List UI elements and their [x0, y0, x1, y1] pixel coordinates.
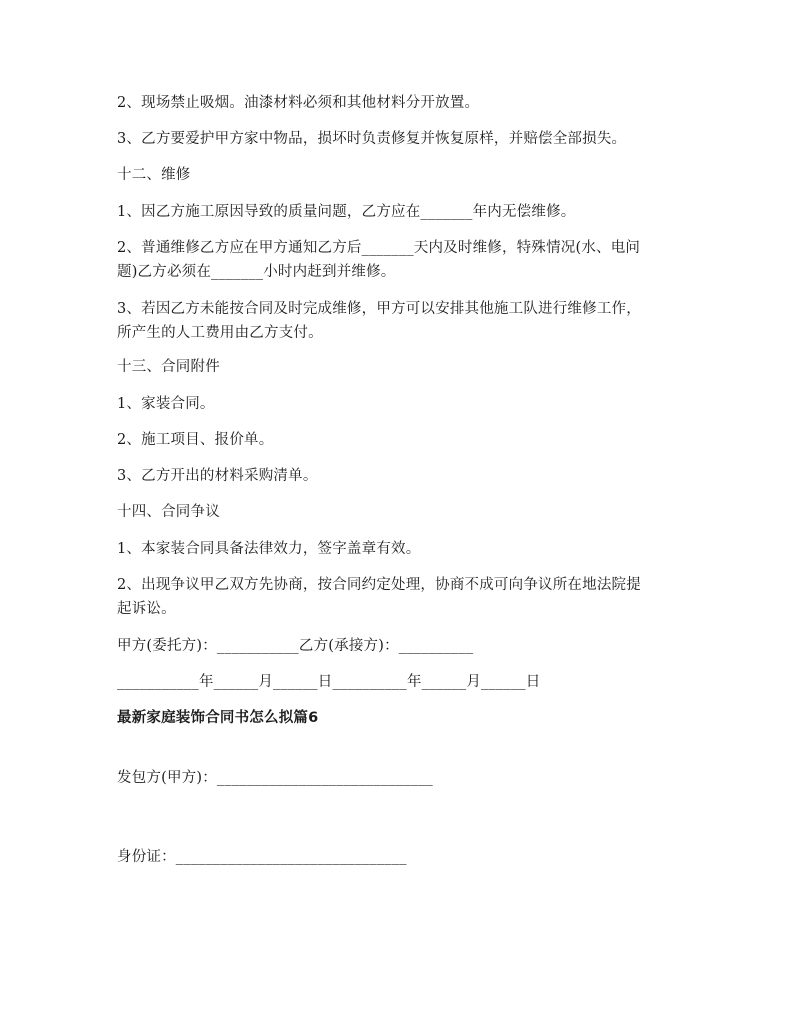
section-heading: 十三、合同附件	[117, 359, 220, 375]
signature-parties-line: 甲方(委托方)：___________乙方(承接方)：__________	[117, 638, 474, 654]
clause-text: 3、乙方要爱护甲方家中物品，损坏时负责修复并恢复原样，并赔偿全部损失。	[117, 131, 627, 147]
clause-text: 1、家装合同。	[117, 396, 215, 412]
clause-text: 2、现场禁止吸烟。油漆材料必须和其他材料分开放置。	[117, 95, 480, 111]
clause-text: 1、本家装合同具备法律效力，签字盖章有效。	[117, 541, 421, 557]
clause-text: 3、乙方开出的材料采购清单。	[117, 468, 318, 484]
section-heading: 十二、维修	[117, 167, 191, 183]
clause-text: 2、出现争议甲乙双方先协商，按合同约定处理，协商不成可向争议所在地法院提	[117, 577, 641, 593]
clause-text: 3、若因乙方未能按合同及时完成维修，甲方可以安排其他施工队进行维修工作，	[117, 301, 641, 317]
contractor-field-line: 发包方(甲方)：_____________________________	[117, 770, 433, 786]
clause-text: 所产生的人工费用由乙方支付。	[117, 325, 323, 341]
clause-text: 起诉讼。	[117, 601, 176, 617]
section-heading: 十四、合同争议	[117, 504, 220, 520]
signature-date-line: ___________年______月______日__________年______月______日	[117, 674, 541, 690]
clause-text: 题)乙方必须在_______小时内赶到并维修。	[117, 264, 396, 280]
next-document-title: 最新家庭装饰合同书怎么拟篇6	[117, 710, 319, 726]
clause-text: 2、施工项目、报价单。	[117, 432, 274, 448]
clause-text: 1、因乙方施工原因导致的质量问题，乙方应在_______年内无偿维修。	[117, 204, 576, 220]
id-card-field-line: 身份证：_______________________________	[117, 849, 407, 865]
clause-text: 2、普通维修乙方应在甲方通知乙方后_______天内及时维修，特殊情况(水、电问	[117, 240, 641, 256]
